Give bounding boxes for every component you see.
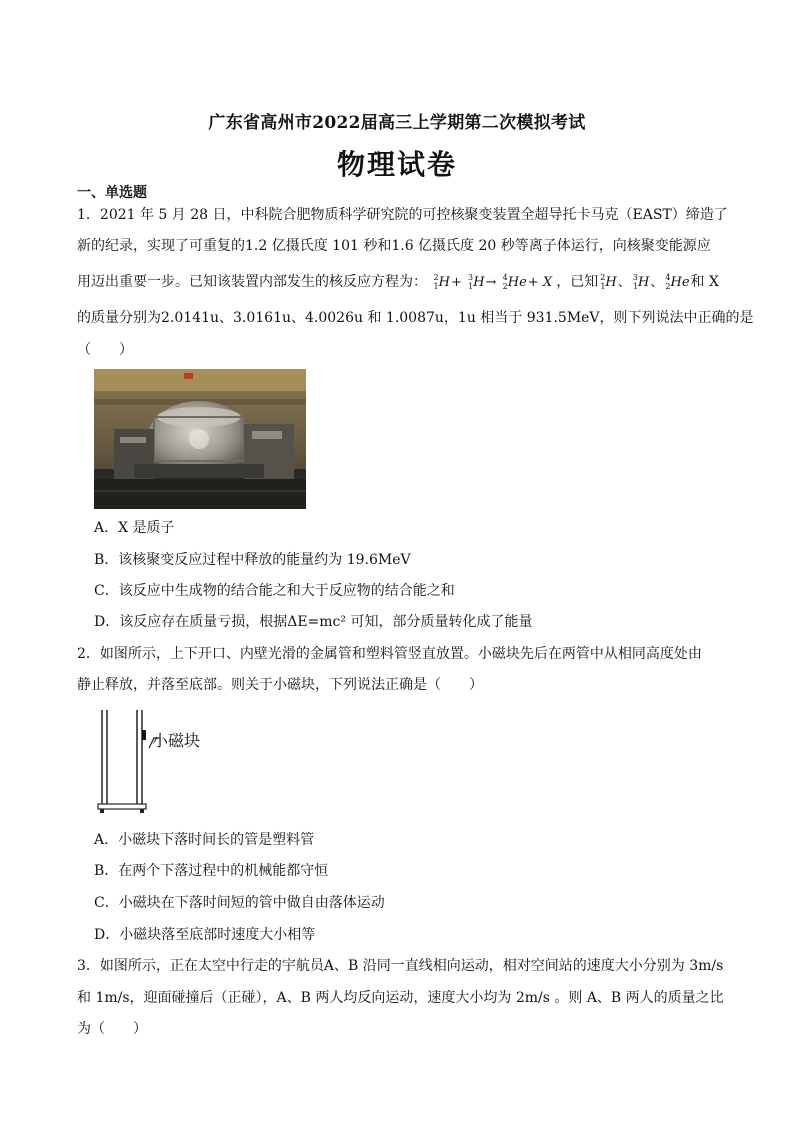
tubes-diagram <box>94 708 234 816</box>
tube-magnet-label: 小磁块 <box>152 731 201 750</box>
exam-title: 广东省高州市2022届高三上学期第二次模拟考试 <box>208 113 586 133</box>
q2-option-c[interactable]: C．小磁块在下落时间短的管中做自由落体运动 <box>94 895 385 911</box>
q1-line-3-known: ，已知 <box>556 274 599 290</box>
q1-line-3-end: 和 X <box>690 274 719 290</box>
q1-option-a[interactable]: A．X 是质子 <box>94 520 175 536</box>
q2-option-a[interactable]: A．小磁块下落时间长的管是塑料管 <box>94 832 315 848</box>
known-nuclides: $^2_1$H、 $^3_1$H、 $^4_2$He <box>600 273 690 291</box>
q1-option-b[interactable]: B．该核聚变反应过程中释放的能量约为 19.6MeV <box>94 552 411 568</box>
q3-line-1: 3．如图所示，正在太空中行走的宇航员A、B 沿同一直线相向运动，相对空间站的速度大小分别为 3m/s <box>77 958 724 974</box>
reaction-equation: $^2_1$H+ $^3_1$H→ $^4_2$He+ X <box>433 273 557 291</box>
exam-subtitle: 物理试卷 <box>336 148 457 181</box>
q2-option-d[interactable]: D．小磁块落至底部时速度大小相等 <box>94 927 316 943</box>
q2-line-1: 2．如图所示，上下开口、内壁光滑的金属管和塑料管竖直放置。小磁块先后在两管中从相同高度处由 <box>77 646 702 662</box>
q1-line-2: 新的纪录，实现了可重复的1.2 亿摄氏度 101 秒和1.6 亿摄氏度 20 秒等离子体运行，向核聚变能源应 <box>77 238 711 254</box>
q1-line-5: （ ） <box>77 342 133 358</box>
q3-line-3: 为（ ） <box>77 1021 147 1037</box>
q1-option-d[interactable]: D．该反应存在质量亏损，根据ΔE=mc² 可知，部分质量转化成了能量 <box>94 614 533 630</box>
q1-line-1: 1．2021 年 5 月 28 日，中科院合肥物质科学研究院的可控核聚变装置全超导托卡马克（EAST）缔造了 <box>77 207 728 223</box>
section-heading: 一、单选题 <box>77 185 147 201</box>
q1-line-3-text: 用迈出重要一步。已知该装置内部发生的核反应方程为： <box>77 274 427 290</box>
q2-option-b[interactable]: B．在两个下落过程中的机械能都守恒 <box>94 863 329 879</box>
q1-option-c[interactable]: C．该反应中生成物的结合能之和大于反应物的结合能之和 <box>94 583 455 599</box>
q1-line-4: 的质量分别为2.0141u、3.0161u、4.0026u 和 1.0087u，1u 相当于 931.5MeV，则下列说法中正确的是 <box>77 310 754 326</box>
q1-line-3 <box>77 272 719 294</box>
q2-line-2: 静止释放，并落至底部。则关于小磁块，下列说法正确是（ ） <box>77 677 483 693</box>
tokamak-photo <box>94 369 306 509</box>
q3-line-2: 和 1m/s，迎面碰撞后（正碰），A、B 两人均反向运动，速度大小均为 2m/s 。则 A、B 两人的质量之比 <box>77 990 724 1006</box>
